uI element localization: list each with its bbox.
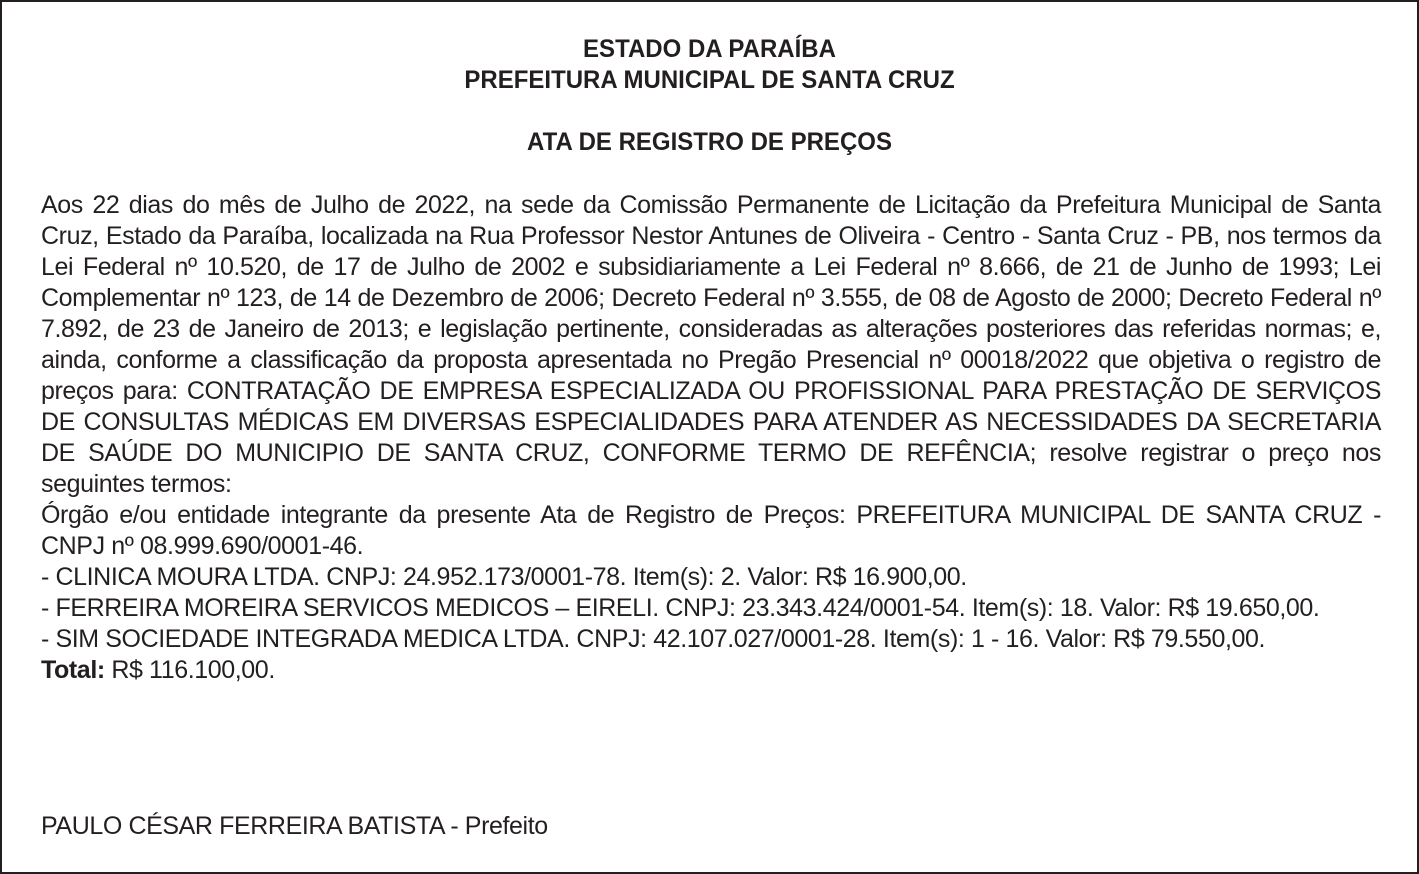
item-entry: - FERREIRA MOREIRA SERVICOS MEDICOS – EIRELI. CNPJ: 23.343.424/0001-54. Item(s): 18. Valor: R$ 19.650,00.	[41, 594, 1320, 622]
total-label: Total:	[41, 656, 105, 684]
document-title: ATA DE REGISTRO DE PREÇOS	[527, 128, 892, 156]
state-name: ESTADO DA PARAÍBA	[583, 35, 836, 63]
municipality-name: PREFEITURA MUNICIPAL DE SANTA CRUZ	[464, 66, 955, 94]
item-entry: - CLINICA MOURA LTDA. CNPJ: 24.952.173/0001-78. Item(s): 2. Valor: R$ 16.900,00.	[41, 563, 967, 591]
intro-paragraph: Aos 22 dias do mês de Julho de 2022, na sede da Comissão Permanente de Licitação da Prefeitura Municipal de Santa Cruz, Estado da Paraíba, localizada na Rua Professor Nestor Antunes de Oliveira - Centro - Santa Cruz - PB, nos termos da Lei Federal nº 10.520, de 17 de Julho de 2002 e subsidiariamente a Lei Federal nº 8.666, de 21 de Junho de 1993; Lei Complementar nº 123, de 14 de Dezembro de 2006; Decreto Federal nº 3.555, de 08 de Agosto de 2000; Decreto Federal nº 7.892, de 23 de Janeiro de 2013; e legislação pertinente, consideradas as alterações posteriores das referidas normas; e, ainda, conforme a classificação da proposta apresentada no Pregão Presencial nº 00018/2022 que objetiva o registro de preços para: CONTRATAÇÃO DE EMPRESA ESPECIALIZADA OU PROFISSIONAL PARA PRESTAÇÃO DE SERVIÇOS DE CONSULTAS MÉDICAS EM DIVERSAS ESPECIALIDADES PARA ATENDER AS NECESSIDADES DA SECRETARIA DE SAÚDE DO MUNICIPIO DE SANTA CRUZ, CONFORME TERMO DE REFÊNCIA; resolve registrar o preço nos seguintes termos:	[41, 191, 1381, 498]
signature-line: PAULO CÉSAR FERREIRA BATISTA - Prefeito	[41, 812, 548, 840]
notice-header	[30, 34, 1388, 158]
total-value: R$ 116.100,00.	[111, 656, 275, 684]
total-line	[41, 655, 1381, 686]
item-entry: - SIM SOCIEDADE INTEGRADA MEDICA LTDA. CNPJ: 42.107.027/0001-28. Item(s): 1 - 16. Valor: R$ 79.550,00.	[41, 625, 1266, 653]
organ-paragraph: Órgão e/ou entidade integrante da presente Ata de Registro de Preços: PREFEITURA MUNICIPAL DE SANTA CRUZ - CNPJ nº 08.999.690/0001-46.	[41, 501, 1381, 560]
notice-body	[41, 190, 1381, 686]
